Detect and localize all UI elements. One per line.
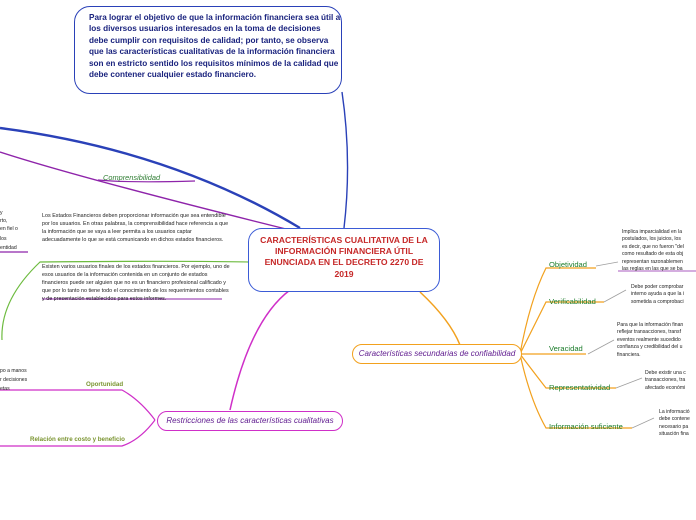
left-fragment: rto, <box>0 218 8 224</box>
objetividad-label[interactable]: Objetividad <box>549 260 587 269</box>
secundarias-label: Características secundarias de confiabilidad <box>358 349 516 358</box>
verificabilidad-text: Debe poder comprobar interno ayuda a que la i sometida a comprobaci <box>631 284 684 305</box>
left-fragment: y <box>0 210 3 216</box>
representatividad-text: Debe existir una c transacciones, tra afectado económi <box>645 370 686 391</box>
intro-note <box>74 6 342 94</box>
left-fragment: los <box>0 236 7 242</box>
comprensibilidad-text: Los Estados Financieros deben proporcionar información que sea entendible por los usuarios. En otras palabras, la comprensibilidad hace referencia a que la información que se vaya a leer permita a los usuarios captar adecuadamente lo que se está comunicando en dichos estados financieros. <box>42 213 229 244</box>
veracidad-label[interactable]: Veracidad <box>549 344 583 353</box>
intro-note-text: Para lograr el objetivo de que la información financiera sea útil a los diversos usuarios interesados en la toma de decisiones debe cumplir con requisitos de calidad; por tanto, se observa que las características cualitativas de la información financiera son en estricto sentido los requisitos mínimos de la calidad que debe contener cualquier estado financiero. <box>89 13 341 80</box>
restricciones-label: Restricciones de las características cualitativas <box>166 416 334 425</box>
left-fragment: entidad <box>0 245 17 251</box>
oportunidad-fragment: etas <box>0 386 10 392</box>
comprensibilidad-text-2: Existen varios usuarios finales de los estados financieros. Por ejemplo, uno de esos usuarios de la información contenida en un conjunto de estados financieros puede ser alguien que no es un financiero profesional calificado y que por lo tanto no tiene todo el conocimiento de los requerimientos contables y de presentación establecidos para estos informes. <box>42 264 230 303</box>
left-fragment: en fiel o <box>0 226 18 232</box>
secundarias-node[interactable] <box>352 344 522 364</box>
oportunidad-fragment: r decisiones <box>0 377 28 383</box>
oportunidad-fragment: po a manos <box>0 368 27 374</box>
objetividad-text: Implica imparcialidad en la postulados, los juicios, los es decir, que no fueron "del como resultado de esta obj representan razonablemen las reglas en las que se ba <box>622 229 684 273</box>
comprensibilidad-label[interactable]: Comprensibilidad <box>103 173 161 182</box>
informacion-suficiente-text: La informació debe contene necesario pa situación fina <box>659 409 690 438</box>
costo-beneficio-label[interactable]: Relación entre costo y beneficio <box>30 436 125 443</box>
representatividad-label[interactable]: Representatividad <box>549 383 611 392</box>
central-topic[interactable] <box>248 228 440 292</box>
oportunidad-label[interactable]: Oportunidad <box>86 381 124 388</box>
verificabilidad-label[interactable]: Verificabilidad <box>549 297 596 306</box>
central-topic-text: CARACTERÍSTICAS CUALITATIVA DE LA INFORMACIÓN FINANCIERA ÚTIL ENUNCIADA EN EL DECRETO 2270 DE 2019 <box>260 235 428 279</box>
informacion-suficiente-label[interactable]: Información suficiente <box>549 422 623 431</box>
restricciones-node[interactable] <box>157 411 343 431</box>
veracidad-text: Para que la información finan reflejar transacciones, transf eventos realmente sucedido confianza y credibilidad del u financiera. <box>617 322 684 358</box>
